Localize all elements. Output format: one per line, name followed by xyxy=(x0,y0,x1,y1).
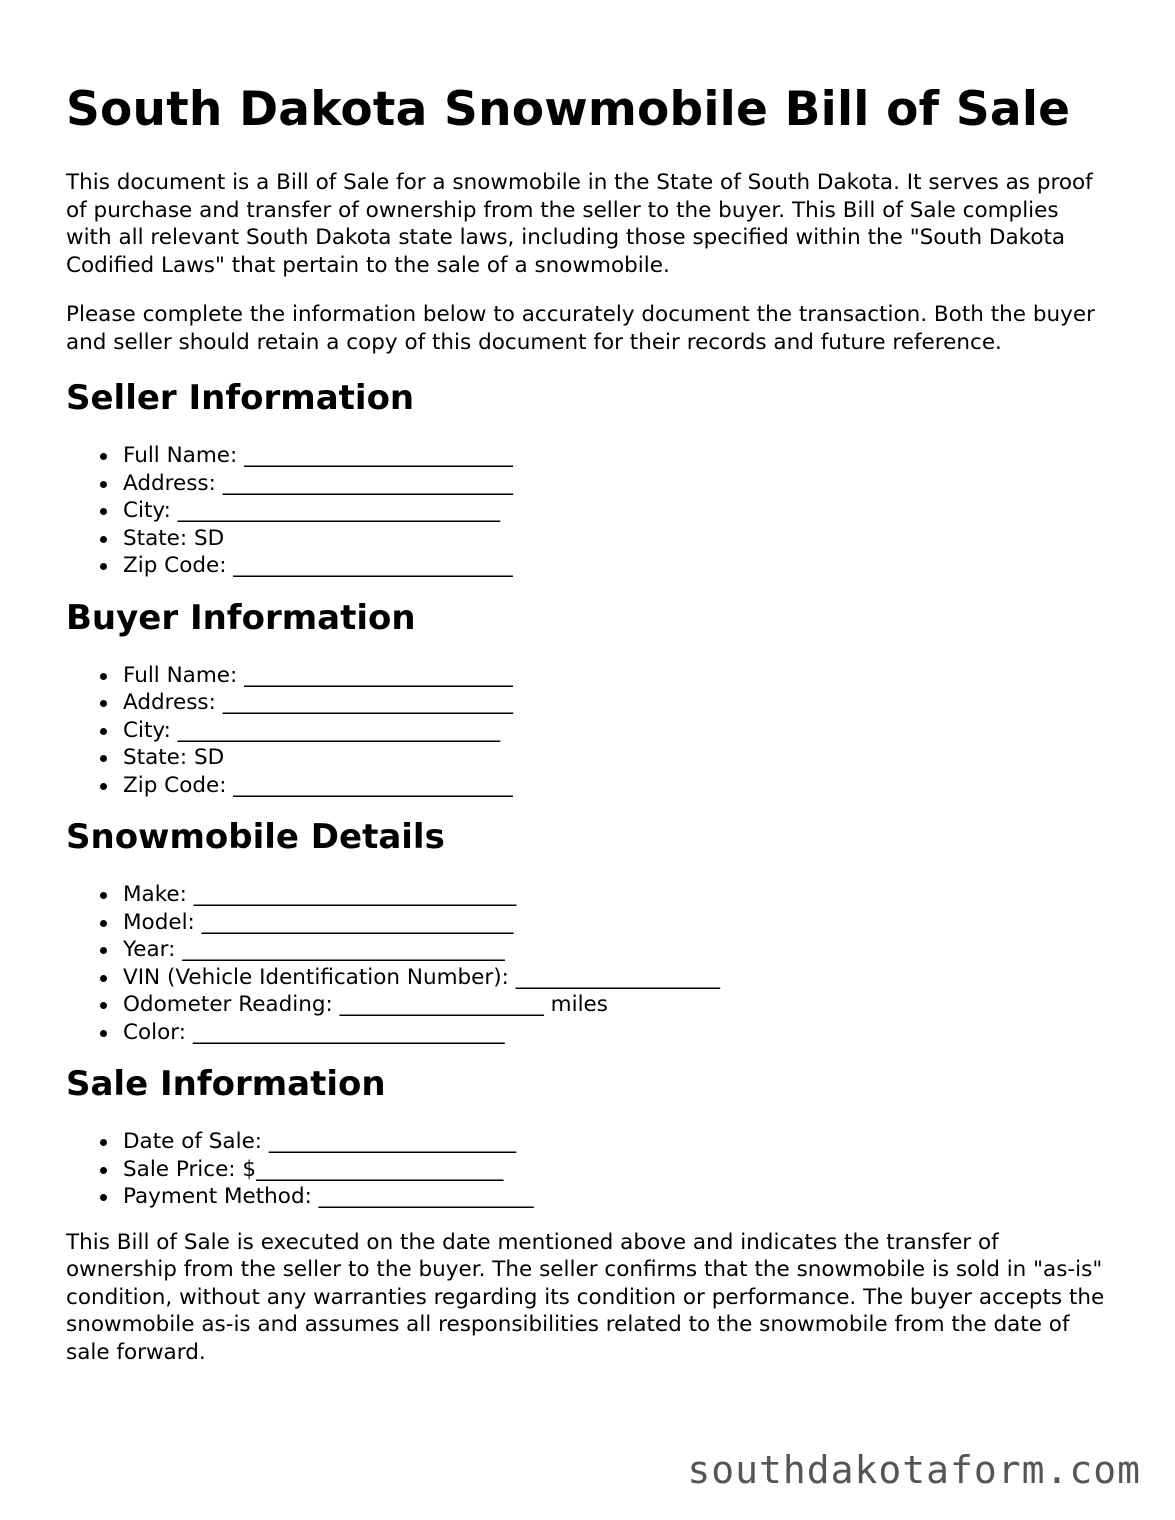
watermark-text: southdakotaform.com xyxy=(687,1448,1141,1492)
sale-list xyxy=(66,1128,1111,1211)
intro-paragraph-2: Please complete the information below to accurately document the transaction. Both the buyer and seller should retain a copy of this document for their records and future reference. xyxy=(66,302,1095,355)
odometer-field[interactable]: Odometer Reading: ___________________ miles xyxy=(66,991,1111,1019)
buyer-list xyxy=(66,662,1111,800)
payment-method-field[interactable]: Payment Method: ____________________ xyxy=(66,1183,1111,1211)
seller-heading: Seller Information xyxy=(66,378,415,418)
document-page xyxy=(66,82,1111,1388)
snowmobile-heading: Snowmobile Details xyxy=(66,817,445,857)
seller-full-name-field[interactable]: Full Name: _________________________ xyxy=(66,442,1111,470)
date-of-sale-field[interactable]: Date of Sale: _______________________ xyxy=(66,1128,1111,1156)
make-field[interactable]: Make: ______________________________ xyxy=(66,881,1111,909)
page-title: South Dakota Snowmobile Bill of Sale xyxy=(66,82,1071,137)
seller-list xyxy=(66,442,1111,580)
color-field[interactable]: Color: _____________________________ xyxy=(66,1019,1111,1047)
snowmobile-list xyxy=(66,881,1111,1046)
seller-state-field: State: SD xyxy=(66,525,1111,553)
year-field[interactable]: Year: ______________________________ xyxy=(66,936,1111,964)
buyer-state-field: State: SD xyxy=(66,744,1111,772)
intro-paragraph-1: This document is a Bill of Sale for a snowmobile in the State of South Dakota. It serves as proof of purchase and transfer of ownership from the seller to the buyer. This Bill of Sale complies with all relevant South Dakota state laws, including those specified within the "South Dakota Codified Laws" that pertain to the sale of a snowmobile. xyxy=(66,170,1093,278)
sale-heading: Sale Information xyxy=(66,1064,386,1104)
buyer-full-name-field[interactable]: Full Name: _________________________ xyxy=(66,662,1111,690)
model-field[interactable]: Model: _____________________________ xyxy=(66,909,1111,937)
vin-field[interactable]: VIN (Vehicle Identification Number): ___________________ xyxy=(66,964,1111,992)
buyer-zip-field[interactable]: Zip Code: __________________________ xyxy=(66,772,1111,800)
closing-paragraph: This Bill of Sale is executed on the date mentioned above and indicates the transfer of ownership from the seller to the buyer. The seller confirms that the snowmobile is sold in "as-is" condition, without any warranties regarding its condition or performance. The buyer accepts the snowmobile as-is and assumes all responsibilities related to the snowmobile from the date of sale forward. xyxy=(66,1229,1105,1365)
seller-zip-field[interactable]: Zip Code: __________________________ xyxy=(66,552,1111,580)
buyer-address-field[interactable]: Address: ___________________________ xyxy=(66,689,1111,717)
sale-price-field[interactable]: Sale Price: $_______________________ xyxy=(66,1156,1111,1184)
seller-address-field[interactable]: Address: ___________________________ xyxy=(66,470,1111,498)
buyer-city-field[interactable]: City: ______________________________ xyxy=(66,717,1111,745)
seller-city-field[interactable]: City: ______________________________ xyxy=(66,497,1111,525)
buyer-heading: Buyer Information xyxy=(66,597,416,638)
